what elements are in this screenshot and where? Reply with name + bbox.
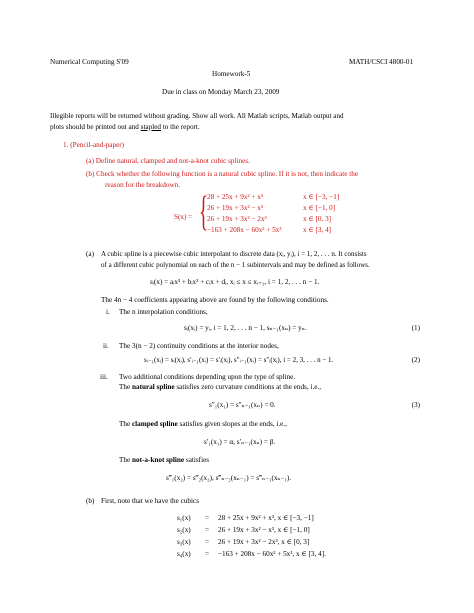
equation-2-number: (2) (411, 356, 420, 364)
nak-pre: The (119, 456, 132, 464)
piecewise-expr-4: −163 + 208x − 60x² + 5x³ (207, 226, 282, 234)
piecewise-cond-2: x ∈ [−1, 0] (303, 204, 336, 212)
cubic-eq-4: = (205, 550, 210, 558)
equation-3-number: (3) (411, 401, 420, 409)
due-date: Due in class on Monday March 23, 2009 (162, 88, 280, 96)
intro-line-2 (50, 123, 200, 132)
intro-underlined-word: stapled (140, 123, 161, 131)
condition-iii-label: iii. (100, 373, 108, 381)
not-a-knot-equation: s‴₁(x₂) = s‴₂(x₂), s‴ₙ₋₂(xₙ₋₁) = s‴ₙ₋₁(xₙ₋₁). (166, 474, 292, 482)
condition-i-label: i. (106, 308, 110, 316)
natural-post: satisfies zero curvature conditions at the ends, i.e., (174, 383, 322, 391)
condition-ii-label: ii. (103, 342, 109, 350)
clamped-spline-text (119, 420, 287, 429)
problem-part-b-line-1: (b) Check whether the following function is a natural cubic spline. If it is not, then indicate the (86, 170, 359, 178)
clamped-equation: s′₁(x₁) = α, s′ₙ₋₁(xₙ) = β. (204, 438, 276, 446)
piecewise-lhs: S(x) = (174, 213, 193, 221)
cubic-rhs-3: 26 + 19x + 3x² − 2x³, x ∈ [0, 3] (218, 538, 310, 546)
piecewise-cond-4: x ∈ [3, 4] (303, 226, 332, 234)
clamped-pre: The (119, 420, 132, 428)
cubic-eq-2: = (205, 526, 210, 534)
coefficient-note: The 4n − 4 coefficients appearing above are found by the following conditions. (101, 296, 329, 304)
piecewise-cond-1: x ∈ [−3, −1] (303, 193, 340, 201)
answer-b-label: (b) (86, 497, 95, 505)
problem-part-a: (a) Define natural, clamped and not-a-knot cubic splines. (86, 157, 250, 165)
clamped-spline-term: clamped spline (131, 420, 178, 428)
cubic-eq-3: = (205, 538, 210, 546)
cubic-lhs-1: s₁(x) (177, 514, 191, 522)
condition-iii-text: Two additional conditions depending upon the type of spline. (119, 373, 296, 381)
homework-title: Homework-5 (212, 70, 251, 78)
course-title: Numerical Computing S'09 (50, 58, 129, 66)
cubic-lhs-3: s₃(x) (177, 538, 191, 546)
natural-pre: The (119, 383, 132, 391)
problem-title: 1. (Pencil-and-paper) (63, 141, 125, 149)
natural-spline-term: natural spline (131, 383, 175, 391)
cubic-rhs-1: 28 + 25x + 9x² + x³, x ∈ [−3, −1] (218, 514, 314, 522)
spline-definition-equation: sᵢ(x) = aᵢx³ + bᵢx² + cᵢx + dᵢ, xᵢ ≤ x ≤ xᵢ₊₁, i = 1, 2, . . . n − 1. (150, 278, 320, 286)
not-a-knot-text (119, 456, 209, 465)
not-a-knot-term: not-a-knot spline (131, 456, 185, 464)
condition-i-text: The n interpolation conditions, (119, 308, 208, 316)
cubic-rhs-4: −163 + 208x − 60x² + 5x³, x ∈ [3, 4]. (218, 550, 326, 558)
equation-1-number: (1) (411, 324, 420, 332)
problem-part-b-line-2: reason for the breakdown. (105, 181, 181, 189)
intro-line-1: Illegible reports will be returned without grading. Show all work. All Matlab scripts, Matlab output and (50, 112, 344, 120)
answer-a-para-2: of a different cubic polynomial on each of the n − 1 subintervals and may be defined as follows. (101, 261, 370, 269)
piecewise-expr-3: 26 + 19x + 3x² − 2x³ (207, 215, 267, 223)
piecewise-brace: { (199, 189, 209, 235)
condition-ii-text: The 3(n − 2) continuity conditions at the interior nodes, (119, 342, 279, 350)
clamped-post: satisfies given slopes at the ends, i.e., (177, 420, 287, 428)
nak-post: satisfies (184, 456, 210, 464)
cubic-lhs-4: s₄(x) (177, 550, 191, 558)
piecewise-cond-3: x ∈ [0, 3] (303, 215, 332, 223)
answer-a-label: (a) (86, 250, 94, 258)
equation-2: sᵢ₋₁(xᵢ) = sᵢ(xᵢ), s′ᵢ₋₁(xᵢ) = s′ᵢ(xᵢ), s″ᵢ₋₁(xᵢ) = s″ᵢ(xᵢ), i = 2, 3, . . . n − 1. (144, 356, 334, 364)
cubic-lhs-2: s₂(x) (177, 526, 191, 534)
course-code: MATH/CSCI 4800-01 (349, 58, 414, 66)
intro-line-2-post: to the report. (161, 123, 200, 131)
intro-line-2-pre: plots should be printed out and (50, 123, 141, 131)
piecewise-expr-1: 28 + 25x + 9x² + x³ (207, 193, 264, 201)
cubic-rhs-2: 26 + 19x + 3x² − x³, x ∈ [−1, 0] (218, 526, 310, 534)
cubic-eq-1: = (205, 514, 210, 522)
answer-b-text: First, note that we have the cubics (101, 497, 200, 505)
piecewise-expr-2: 26 + 19x + 3x² − x³ (207, 204, 264, 212)
equation-3: s″₁(x₁) = s″ₙ₋₁(xₙ) = 0. (209, 401, 276, 409)
natural-spline-text (119, 383, 321, 392)
equation-1: sᵢ(xᵢ) = yᵢ, i = 1, 2, . . . n − 1, sₙ₋₁(xₙ) = yₙ. (184, 324, 307, 332)
answer-a-para-1: A cubic spline is a piecewise cubic interpolant to discrete data (xᵢ, yᵢ), i = 1, 2, . . . n. It consists (101, 250, 367, 258)
